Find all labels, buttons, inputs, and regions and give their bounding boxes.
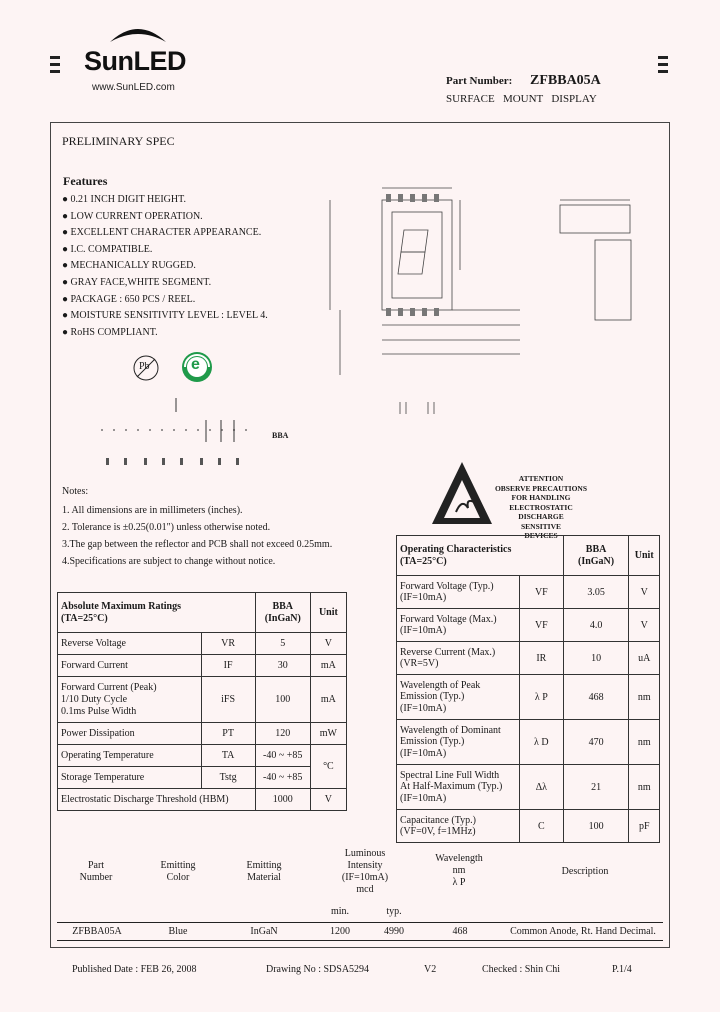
circuit-label: BBA xyxy=(272,431,289,440)
oc-row xyxy=(397,675,660,720)
oc-val: 4.0 xyxy=(563,609,629,642)
attention-line: SENSITIVE xyxy=(520,521,562,531)
spec-title: PRELIMINARY SPEC xyxy=(62,134,175,148)
amr-bba-header xyxy=(255,593,310,633)
amr-param: Power Dissipation xyxy=(58,723,202,745)
order-header-luminous: Luminous Intensity (IF=10mA) mcd xyxy=(341,848,389,895)
amr-unit: V xyxy=(310,633,346,655)
amr-param: Operating Temperature xyxy=(58,745,202,767)
oc-val: 468 xyxy=(563,675,629,720)
feature-item: ● RoHS COMPLIANT. xyxy=(62,326,158,338)
amr-val: 30 xyxy=(255,655,310,677)
feature-item: ● LOW CURRENT OPERATION. xyxy=(62,210,203,222)
amr-sym: PT xyxy=(201,723,255,745)
note-item: 1. All dimensions are in millimeters (inches). xyxy=(62,505,243,516)
order-lum-min: 1200 xyxy=(330,926,350,937)
amr-bba: BBA xyxy=(272,600,294,612)
amr-unit: mA xyxy=(310,677,346,723)
circuit-diagram xyxy=(96,390,266,470)
footer-published-date: Published Date : FEB 26, 2008 xyxy=(72,964,197,975)
feature-item: ● MECHANICALLY RUGGED. xyxy=(62,260,196,272)
amr-row xyxy=(58,655,347,677)
order-header-part: Part Number xyxy=(79,860,113,883)
feature-item: ● 0.21 INCH DIGIT HEIGHT. xyxy=(62,194,186,205)
oc-val: 3.05 xyxy=(563,576,629,609)
order-part: ZFBBA05A xyxy=(72,926,122,937)
amr-val: -40 ~ +85 xyxy=(255,745,310,767)
order-lum-typ: 4990 xyxy=(384,926,404,937)
attention-line: FOR HANDLING xyxy=(511,493,571,502)
amr-val: 100 xyxy=(255,677,310,723)
part-number: ZFBBA05A xyxy=(530,73,601,88)
oc-param: Forward Voltage (Max.) (IF=10mA) xyxy=(397,609,520,642)
notes-list xyxy=(62,502,332,570)
oc-ingan: (InGaN) xyxy=(578,555,615,567)
oc-row xyxy=(397,765,660,810)
oc-unit: pF xyxy=(629,810,660,843)
amr-ingan: (InGaN) xyxy=(264,612,301,624)
oc-title: Operating Characteristics xyxy=(400,544,512,555)
amr-param: Reverse Voltage xyxy=(58,633,202,655)
oc-title-cell xyxy=(397,536,564,576)
amr-param: Storage Temperature xyxy=(58,767,202,789)
oc-unit: V xyxy=(629,576,660,609)
order-header-description: Description xyxy=(561,866,609,877)
features-list xyxy=(62,192,268,341)
amr-title: Absolute Maximum Ratings xyxy=(61,600,182,612)
amr-val: 5 xyxy=(255,633,310,655)
footer-drawing-number: Drawing No : SDSA5294 xyxy=(266,964,370,975)
notes-heading: Notes: xyxy=(62,486,89,497)
note-item: 2. Tolerance is ±0.25(0.01") unless otherwise noted. xyxy=(62,522,271,533)
oc-param: Forward Voltage (Typ.) (IF=10mA) xyxy=(397,576,520,609)
order-header-color: Emitting Color xyxy=(160,860,196,883)
amr-unit: V xyxy=(310,789,346,811)
oc-param: Spectral Line Full Width At Half-Maximum (Typ.) (IF=10mA) xyxy=(397,765,520,810)
attention-line: DISCHARGE xyxy=(518,512,564,521)
oc-unit: nm xyxy=(629,765,660,810)
order-header-material: Emitting Material xyxy=(246,860,282,883)
attention-line: OBSERVE PRECAUTIONS xyxy=(494,483,588,493)
rohs-e-label: e xyxy=(191,356,200,373)
amr-unit: mA xyxy=(310,655,346,677)
oc-param: Wavelength of Dominant Emission (Typ.) (IF=10mA) xyxy=(397,720,520,765)
pb-label: Pb xyxy=(139,361,150,372)
website-link[interactable]: www.SunLED.com xyxy=(92,82,175,93)
order-divider-bottom xyxy=(57,940,663,941)
attention-line: ELECTROSTATIC xyxy=(509,502,573,512)
operating-characteristics-table xyxy=(396,535,660,843)
oc-sym: λ D xyxy=(519,720,563,765)
oc-param: Reverse Current (Max.) (VR=5V) xyxy=(397,642,520,675)
amr-param: Forward Current (Peak) 1/10 Duty Cycle 0.1ms Pulse Width xyxy=(58,677,202,723)
oc-unit-header: Unit xyxy=(629,536,660,576)
oc-row xyxy=(397,576,660,609)
oc-row xyxy=(397,810,660,843)
oc-val: 10 xyxy=(563,642,629,675)
feature-item: ● PACKAGE : 650 PCS / REEL. xyxy=(62,293,196,305)
amr-row xyxy=(58,767,347,789)
footer-page: P.1/4 xyxy=(612,964,632,975)
order-wavelength: 468 xyxy=(452,926,468,937)
oc-sym: C xyxy=(519,810,563,843)
oc-sym: VF xyxy=(519,576,563,609)
note-item: 4.Specifications are subject to change without notice. xyxy=(62,556,276,567)
feature-item: ● I.C. COMPATIBLE. xyxy=(62,243,153,255)
amr-val: -40 ~ +85 xyxy=(255,767,310,789)
feature-item: ● GRAY FACE,WHITE SEGMENT. xyxy=(62,276,212,288)
oc-sym: IR xyxy=(519,642,563,675)
amr-sym: VR xyxy=(201,633,255,655)
footer-checked: Checked : Shin Chi xyxy=(482,964,561,975)
oc-val: 470 xyxy=(563,720,629,765)
absolute-max-ratings-table xyxy=(57,592,347,811)
right-edge-mark xyxy=(658,56,668,59)
right-edge-mark xyxy=(658,70,668,73)
right-edge-mark xyxy=(658,63,668,66)
esd-warning-icon xyxy=(430,460,494,526)
left-edge-mark xyxy=(50,56,60,59)
oc-sym: Δλ xyxy=(519,765,563,810)
attention-text xyxy=(486,474,596,541)
sunled-logo-arc-icon xyxy=(108,22,168,44)
oc-unit: nm xyxy=(629,720,660,765)
oc-bba: BBA xyxy=(585,543,607,555)
note-item: 3.The gap between the reflector and PCB shall not exceed 0.25mm. xyxy=(62,539,333,550)
part-number-label: Part Number: xyxy=(446,75,513,87)
oc-val: 100 xyxy=(563,810,629,843)
oc-val: 21 xyxy=(563,765,629,810)
amr-row xyxy=(58,677,347,723)
oc-sym: λ P xyxy=(519,675,563,720)
oc-sym: VF xyxy=(519,609,563,642)
oc-unit: nm xyxy=(629,675,660,720)
product-type: SURFACE MOUNT DISPLAY xyxy=(446,93,597,105)
order-sub-typ: typ. xyxy=(386,906,402,917)
oc-unit: uA xyxy=(629,642,660,675)
mechanical-drawing xyxy=(320,150,660,420)
amr-param: Forward Current xyxy=(58,655,202,677)
amr-val: 120 xyxy=(255,723,310,745)
amr-cond: (TA=25°C) xyxy=(61,612,108,624)
amr-row xyxy=(58,789,347,811)
left-edge-mark xyxy=(50,70,60,73)
features-heading: Features xyxy=(63,174,108,188)
attention-line: DEVICES xyxy=(524,531,558,540)
attention-line: ATTENTION xyxy=(518,474,564,483)
left-edge-mark xyxy=(50,63,60,66)
oc-row xyxy=(397,642,660,675)
amr-val: 1000 xyxy=(255,789,310,811)
footer-version: V2 xyxy=(424,964,437,975)
brand-logo: SunLED xyxy=(84,46,186,76)
amr-sym: TA xyxy=(201,745,255,767)
oc-param: Wavelength of Peak Emission (Typ.) (IF=10mA) xyxy=(397,675,520,720)
amr-row xyxy=(58,633,347,655)
oc-bba-header xyxy=(563,536,629,576)
oc-cond: (TA=25°C) xyxy=(400,555,447,567)
amr-unit-header: Unit xyxy=(310,593,346,633)
order-header-wavelength: Wavelength nm λ P xyxy=(435,853,483,888)
amr-param: Electrostatic Discharge Threshold (HBM) xyxy=(58,789,256,811)
amr-sym: Tstg xyxy=(201,767,255,789)
oc-unit: V xyxy=(629,609,660,642)
amr-row xyxy=(58,745,347,767)
feature-item: ● MOISTURE SENSITIVITY LEVEL : LEVEL 4. xyxy=(62,310,268,322)
amr-sym: IF xyxy=(201,655,255,677)
order-sub-min: min. xyxy=(330,906,350,917)
amr-row xyxy=(58,723,347,745)
order-divider-top xyxy=(57,922,663,923)
feature-item: ● EXCELLENT CHARACTER APPEARANCE. xyxy=(62,227,262,239)
oc-row xyxy=(397,720,660,765)
oc-row xyxy=(397,609,660,642)
amr-unit: mW xyxy=(310,723,346,745)
amr-unit: °C xyxy=(310,745,346,789)
order-material: InGaN xyxy=(250,926,278,937)
order-color: Blue xyxy=(168,926,188,937)
amr-title-cell xyxy=(58,593,256,633)
amr-sym: iFS xyxy=(201,677,255,723)
order-description: Common Anode, Rt. Hand Decimal. xyxy=(510,926,656,937)
oc-param: Capacitance (Typ.) (VF=0V, f=1MHz) xyxy=(397,810,520,843)
